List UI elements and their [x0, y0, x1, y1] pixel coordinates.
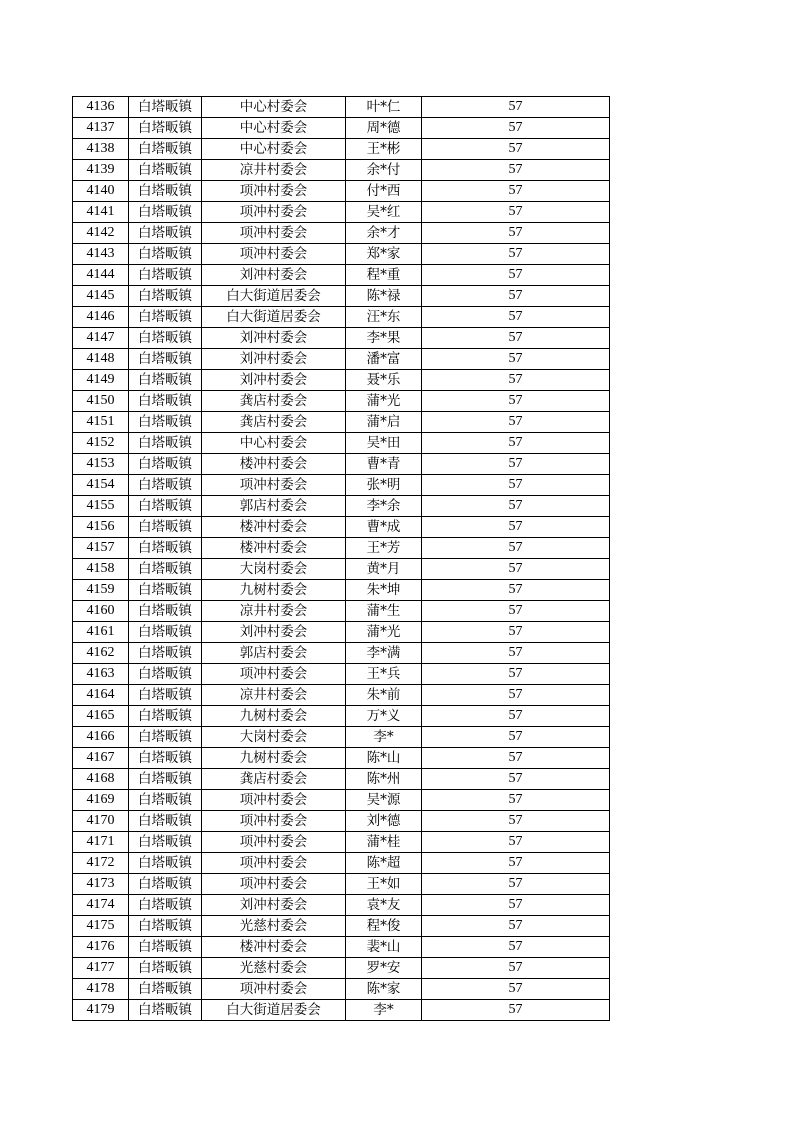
name-cell: 张*明	[346, 475, 422, 496]
town-cell: 白塔畈镇	[129, 958, 202, 979]
town-cell: 白塔畈镇	[129, 160, 202, 181]
committee-cell: 白大街道居委会	[202, 307, 346, 328]
town-cell: 白塔畈镇	[129, 664, 202, 685]
table-row	[73, 1000, 610, 1021]
town-cell: 白塔畈镇	[129, 748, 202, 769]
town-cell: 白塔畈镇	[129, 496, 202, 517]
name-cell: 王*芳	[346, 538, 422, 559]
town-cell: 白塔畈镇	[129, 391, 202, 412]
name-cell: 吴*红	[346, 202, 422, 223]
row-number-cell: 4163	[73, 664, 129, 685]
committee-cell: 白大街道居委会	[202, 286, 346, 307]
amount-cell: 57	[422, 265, 610, 286]
name-cell: 朱*坤	[346, 580, 422, 601]
amount-cell: 57	[422, 958, 610, 979]
row-number-cell: 4162	[73, 643, 129, 664]
amount-cell: 57	[422, 622, 610, 643]
table-row	[73, 685, 610, 706]
row-number-cell: 4152	[73, 433, 129, 454]
amount-cell: 57	[422, 832, 610, 853]
town-cell: 白塔畈镇	[129, 97, 202, 118]
amount-cell: 57	[422, 643, 610, 664]
name-cell: 黄*月	[346, 559, 422, 580]
town-cell: 白塔畈镇	[129, 412, 202, 433]
town-cell: 白塔畈镇	[129, 538, 202, 559]
amount-cell: 57	[422, 391, 610, 412]
row-number-cell: 4144	[73, 265, 129, 286]
town-cell: 白塔畈镇	[129, 916, 202, 937]
committee-cell: 楼冲村委会	[202, 538, 346, 559]
amount-cell: 57	[422, 349, 610, 370]
town-cell: 白塔畈镇	[129, 769, 202, 790]
amount-cell: 57	[422, 811, 610, 832]
row-number-cell: 4150	[73, 391, 129, 412]
amount-cell: 57	[422, 412, 610, 433]
table-row	[73, 160, 610, 181]
row-number-cell: 4178	[73, 979, 129, 1000]
town-cell: 白塔畈镇	[129, 244, 202, 265]
town-cell: 白塔畈镇	[129, 811, 202, 832]
town-cell: 白塔畈镇	[129, 559, 202, 580]
row-number-cell: 4153	[73, 454, 129, 475]
row-number-cell: 4160	[73, 601, 129, 622]
committee-cell: 项冲村委会	[202, 244, 346, 265]
town-cell: 白塔畈镇	[129, 433, 202, 454]
amount-cell: 57	[422, 790, 610, 811]
table-row	[73, 559, 610, 580]
committee-cell: 九树村委会	[202, 748, 346, 769]
committee-cell: 项冲村委会	[202, 181, 346, 202]
name-cell: 汪*东	[346, 307, 422, 328]
name-cell: 蒲*启	[346, 412, 422, 433]
name-cell: 刘*德	[346, 811, 422, 832]
name-cell: 余*才	[346, 223, 422, 244]
committee-cell: 九树村委会	[202, 706, 346, 727]
row-number-cell: 4156	[73, 517, 129, 538]
committee-cell: 中心村委会	[202, 139, 346, 160]
committee-cell: 大岗村委会	[202, 727, 346, 748]
name-cell: 万*义	[346, 706, 422, 727]
town-cell: 白塔畈镇	[129, 139, 202, 160]
table-row	[73, 223, 610, 244]
committee-cell: 凉井村委会	[202, 685, 346, 706]
table-body	[73, 97, 610, 1021]
table-row	[73, 412, 610, 433]
row-number-cell: 4173	[73, 874, 129, 895]
row-number-cell: 4158	[73, 559, 129, 580]
amount-cell: 57	[422, 223, 610, 244]
name-cell: 蒲*生	[346, 601, 422, 622]
name-cell: 李*	[346, 727, 422, 748]
town-cell: 白塔畈镇	[129, 349, 202, 370]
amount-cell: 57	[422, 160, 610, 181]
row-number-cell: 4151	[73, 412, 129, 433]
amount-cell: 57	[422, 559, 610, 580]
committee-cell: 刘冲村委会	[202, 328, 346, 349]
row-number-cell: 4161	[73, 622, 129, 643]
committee-cell: 项冲村委会	[202, 979, 346, 1000]
table-row	[73, 370, 610, 391]
amount-cell: 57	[422, 370, 610, 391]
table-row	[73, 748, 610, 769]
committee-cell: 项冲村委会	[202, 874, 346, 895]
amount-cell: 57	[422, 601, 610, 622]
amount-cell: 57	[422, 286, 610, 307]
row-number-cell: 4174	[73, 895, 129, 916]
amount-cell: 57	[422, 139, 610, 160]
committee-cell: 郭店村委会	[202, 643, 346, 664]
committee-cell: 大岗村委会	[202, 559, 346, 580]
committee-cell: 中心村委会	[202, 97, 346, 118]
committee-cell: 凉井村委会	[202, 601, 346, 622]
amount-cell: 57	[422, 517, 610, 538]
committee-cell: 光慈村委会	[202, 958, 346, 979]
table-row	[73, 475, 610, 496]
table-row	[73, 538, 610, 559]
amount-cell: 57	[422, 916, 610, 937]
amount-cell: 57	[422, 769, 610, 790]
table-row	[73, 244, 610, 265]
table-row	[73, 790, 610, 811]
amount-cell: 57	[422, 181, 610, 202]
committee-cell: 凉井村委会	[202, 160, 346, 181]
committee-cell: 中心村委会	[202, 433, 346, 454]
row-number-cell: 4147	[73, 328, 129, 349]
name-cell: 李*果	[346, 328, 422, 349]
table-row	[73, 664, 610, 685]
town-cell: 白塔畈镇	[129, 601, 202, 622]
row-number-cell: 4171	[73, 832, 129, 853]
name-cell: 曹*成	[346, 517, 422, 538]
amount-cell: 57	[422, 307, 610, 328]
name-cell: 聂*乐	[346, 370, 422, 391]
committee-cell: 项冲村委会	[202, 664, 346, 685]
name-cell: 裴*山	[346, 937, 422, 958]
amount-cell: 57	[422, 202, 610, 223]
town-cell: 白塔畈镇	[129, 706, 202, 727]
row-number-cell: 4154	[73, 475, 129, 496]
row-number-cell: 4142	[73, 223, 129, 244]
name-cell: 陈*禄	[346, 286, 422, 307]
amount-cell: 57	[422, 685, 610, 706]
name-cell: 郑*家	[346, 244, 422, 265]
committee-cell: 郭店村委会	[202, 496, 346, 517]
committee-cell: 九树村委会	[202, 580, 346, 601]
amount-cell: 57	[422, 328, 610, 349]
town-cell: 白塔畈镇	[129, 874, 202, 895]
name-cell: 李*	[346, 1000, 422, 1021]
row-number-cell: 4136	[73, 97, 129, 118]
name-cell: 吴*源	[346, 790, 422, 811]
town-cell: 白塔畈镇	[129, 895, 202, 916]
name-cell: 付*西	[346, 181, 422, 202]
table-row	[73, 643, 610, 664]
amount-cell: 57	[422, 1000, 610, 1021]
table-row	[73, 727, 610, 748]
amount-cell: 57	[422, 580, 610, 601]
name-cell: 陈*家	[346, 979, 422, 1000]
name-cell: 程*俊	[346, 916, 422, 937]
amount-cell: 57	[422, 853, 610, 874]
table-row	[73, 454, 610, 475]
amount-cell: 57	[422, 937, 610, 958]
row-number-cell: 4175	[73, 916, 129, 937]
amount-cell: 57	[422, 538, 610, 559]
town-cell: 白塔畈镇	[129, 454, 202, 475]
table-row	[73, 622, 610, 643]
town-cell: 白塔畈镇	[129, 202, 202, 223]
table-row	[73, 706, 610, 727]
town-cell: 白塔畈镇	[129, 475, 202, 496]
name-cell: 李*满	[346, 643, 422, 664]
table-row	[73, 853, 610, 874]
name-cell: 蒲*光	[346, 391, 422, 412]
town-cell: 白塔畈镇	[129, 622, 202, 643]
committee-cell: 项冲村委会	[202, 853, 346, 874]
row-number-cell: 4141	[73, 202, 129, 223]
row-number-cell: 4170	[73, 811, 129, 832]
name-cell: 吴*田	[346, 433, 422, 454]
committee-cell: 白大街道居委会	[202, 1000, 346, 1021]
table-row	[73, 97, 610, 118]
committee-cell: 楼冲村委会	[202, 454, 346, 475]
committee-cell: 中心村委会	[202, 118, 346, 139]
row-number-cell: 4167	[73, 748, 129, 769]
town-cell: 白塔畈镇	[129, 307, 202, 328]
row-number-cell: 4148	[73, 349, 129, 370]
name-cell: 余*付	[346, 160, 422, 181]
row-number-cell: 4164	[73, 685, 129, 706]
committee-cell: 项冲村委会	[202, 811, 346, 832]
data-table	[72, 96, 610, 1021]
table-row	[73, 307, 610, 328]
committee-cell: 龚店村委会	[202, 769, 346, 790]
name-cell: 蒲*桂	[346, 832, 422, 853]
table-row	[73, 832, 610, 853]
row-number-cell: 4138	[73, 139, 129, 160]
table-row	[73, 139, 610, 160]
name-cell: 程*重	[346, 265, 422, 286]
committee-cell: 龚店村委会	[202, 412, 346, 433]
row-number-cell: 4159	[73, 580, 129, 601]
amount-cell: 57	[422, 97, 610, 118]
town-cell: 白塔畈镇	[129, 685, 202, 706]
row-number-cell: 4139	[73, 160, 129, 181]
committee-cell: 刘冲村委会	[202, 265, 346, 286]
town-cell: 白塔畈镇	[129, 223, 202, 244]
name-cell: 朱*前	[346, 685, 422, 706]
name-cell: 王*兵	[346, 664, 422, 685]
table-row	[73, 181, 610, 202]
table-row	[73, 895, 610, 916]
table-row	[73, 769, 610, 790]
amount-cell: 57	[422, 118, 610, 139]
town-cell: 白塔畈镇	[129, 118, 202, 139]
row-number-cell: 4137	[73, 118, 129, 139]
committee-cell: 楼冲村委会	[202, 517, 346, 538]
name-cell: 蒲*光	[346, 622, 422, 643]
committee-cell: 刘冲村委会	[202, 349, 346, 370]
town-cell: 白塔畈镇	[129, 727, 202, 748]
town-cell: 白塔畈镇	[129, 832, 202, 853]
row-number-cell: 4177	[73, 958, 129, 979]
table-row	[73, 601, 610, 622]
row-number-cell: 4166	[73, 727, 129, 748]
table-row	[73, 349, 610, 370]
name-cell: 王*如	[346, 874, 422, 895]
amount-cell: 57	[422, 874, 610, 895]
amount-cell: 57	[422, 454, 610, 475]
amount-cell: 57	[422, 727, 610, 748]
row-number-cell: 4172	[73, 853, 129, 874]
table-row	[73, 202, 610, 223]
town-cell: 白塔畈镇	[129, 181, 202, 202]
table-row	[73, 916, 610, 937]
table-row	[73, 286, 610, 307]
row-number-cell: 4149	[73, 370, 129, 391]
row-number-cell: 4146	[73, 307, 129, 328]
table-row	[73, 811, 610, 832]
row-number-cell: 4169	[73, 790, 129, 811]
town-cell: 白塔畈镇	[129, 790, 202, 811]
committee-cell: 项冲村委会	[202, 832, 346, 853]
row-number-cell: 4176	[73, 937, 129, 958]
amount-cell: 57	[422, 895, 610, 916]
table-row	[73, 517, 610, 538]
committee-cell: 龚店村委会	[202, 391, 346, 412]
name-cell: 潘*富	[346, 349, 422, 370]
committee-cell: 刘冲村委会	[202, 622, 346, 643]
table-row	[73, 958, 610, 979]
row-number-cell: 4143	[73, 244, 129, 265]
committee-cell: 项冲村委会	[202, 202, 346, 223]
table-row	[73, 118, 610, 139]
row-number-cell: 4155	[73, 496, 129, 517]
town-cell: 白塔畈镇	[129, 517, 202, 538]
town-cell: 白塔畈镇	[129, 853, 202, 874]
name-cell: 叶*仁	[346, 97, 422, 118]
amount-cell: 57	[422, 433, 610, 454]
town-cell: 白塔畈镇	[129, 286, 202, 307]
committee-cell: 项冲村委会	[202, 790, 346, 811]
name-cell: 陈*山	[346, 748, 422, 769]
committee-cell: 刘冲村委会	[202, 895, 346, 916]
table-row	[73, 391, 610, 412]
amount-cell: 57	[422, 496, 610, 517]
name-cell: 袁*友	[346, 895, 422, 916]
name-cell: 曹*青	[346, 454, 422, 475]
name-cell: 周*德	[346, 118, 422, 139]
town-cell: 白塔畈镇	[129, 643, 202, 664]
town-cell: 白塔畈镇	[129, 328, 202, 349]
town-cell: 白塔畈镇	[129, 370, 202, 391]
committee-cell: 刘冲村委会	[202, 370, 346, 391]
row-number-cell: 4145	[73, 286, 129, 307]
committee-cell: 楼冲村委会	[202, 937, 346, 958]
table-row	[73, 580, 610, 601]
committee-cell: 项冲村委会	[202, 475, 346, 496]
amount-cell: 57	[422, 244, 610, 265]
table-row	[73, 433, 610, 454]
amount-cell: 57	[422, 706, 610, 727]
town-cell: 白塔畈镇	[129, 580, 202, 601]
town-cell: 白塔畈镇	[129, 265, 202, 286]
town-cell: 白塔畈镇	[129, 979, 202, 1000]
amount-cell: 57	[422, 475, 610, 496]
table-row	[73, 496, 610, 517]
row-number-cell: 4179	[73, 1000, 129, 1021]
amount-cell: 57	[422, 664, 610, 685]
name-cell: 罗*安	[346, 958, 422, 979]
committee-cell: 光慈村委会	[202, 916, 346, 937]
name-cell: 王*彬	[346, 139, 422, 160]
table-row	[73, 979, 610, 1000]
town-cell: 白塔畈镇	[129, 1000, 202, 1021]
row-number-cell: 4165	[73, 706, 129, 727]
name-cell: 陈*超	[346, 853, 422, 874]
table-row	[73, 937, 610, 958]
committee-cell: 项冲村委会	[202, 223, 346, 244]
table-row	[73, 874, 610, 895]
row-number-cell: 4168	[73, 769, 129, 790]
table-row	[73, 265, 610, 286]
amount-cell: 57	[422, 979, 610, 1000]
row-number-cell: 4157	[73, 538, 129, 559]
row-number-cell: 4140	[73, 181, 129, 202]
town-cell: 白塔畈镇	[129, 937, 202, 958]
table-row	[73, 328, 610, 349]
amount-cell: 57	[422, 748, 610, 769]
name-cell: 陈*州	[346, 769, 422, 790]
name-cell: 李*余	[346, 496, 422, 517]
